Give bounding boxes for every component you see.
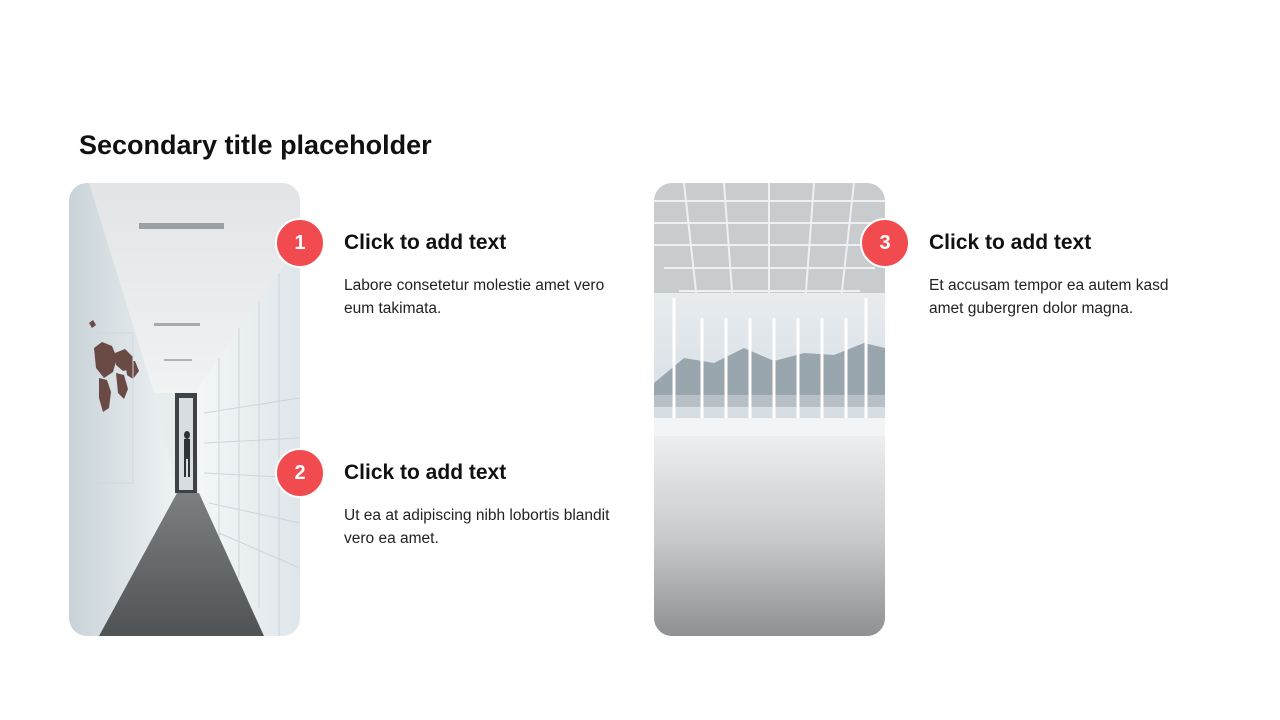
empty-room-image (654, 183, 885, 636)
item-1-heading[interactable]: Click to add text (344, 231, 507, 254)
step-number-badge-1: 1 (275, 218, 325, 268)
empty-room-photo[interactable] (654, 183, 885, 636)
item-2-body[interactable]: Ut ea at adipiscing nibh lobortis blandit vero ea amet. (344, 507, 610, 547)
slide-title[interactable]: Secondary title placeholder (79, 130, 432, 160)
step-number-badge-3: 3 (860, 218, 910, 268)
corridor-photo[interactable] (69, 183, 300, 636)
item-3-heading[interactable]: Click to add text (929, 231, 1092, 254)
item-2-heading[interactable]: Click to add text (344, 461, 507, 484)
corridor-image (69, 183, 300, 636)
item-1-body[interactable]: Labore consetetur molestie amet vero eum takimata. (344, 277, 605, 317)
step-number-badge-2: 2 (275, 448, 325, 498)
item-3-body[interactable]: Et accusam tempor ea autem kasd amet gubergren dolor magna. (929, 277, 1169, 317)
